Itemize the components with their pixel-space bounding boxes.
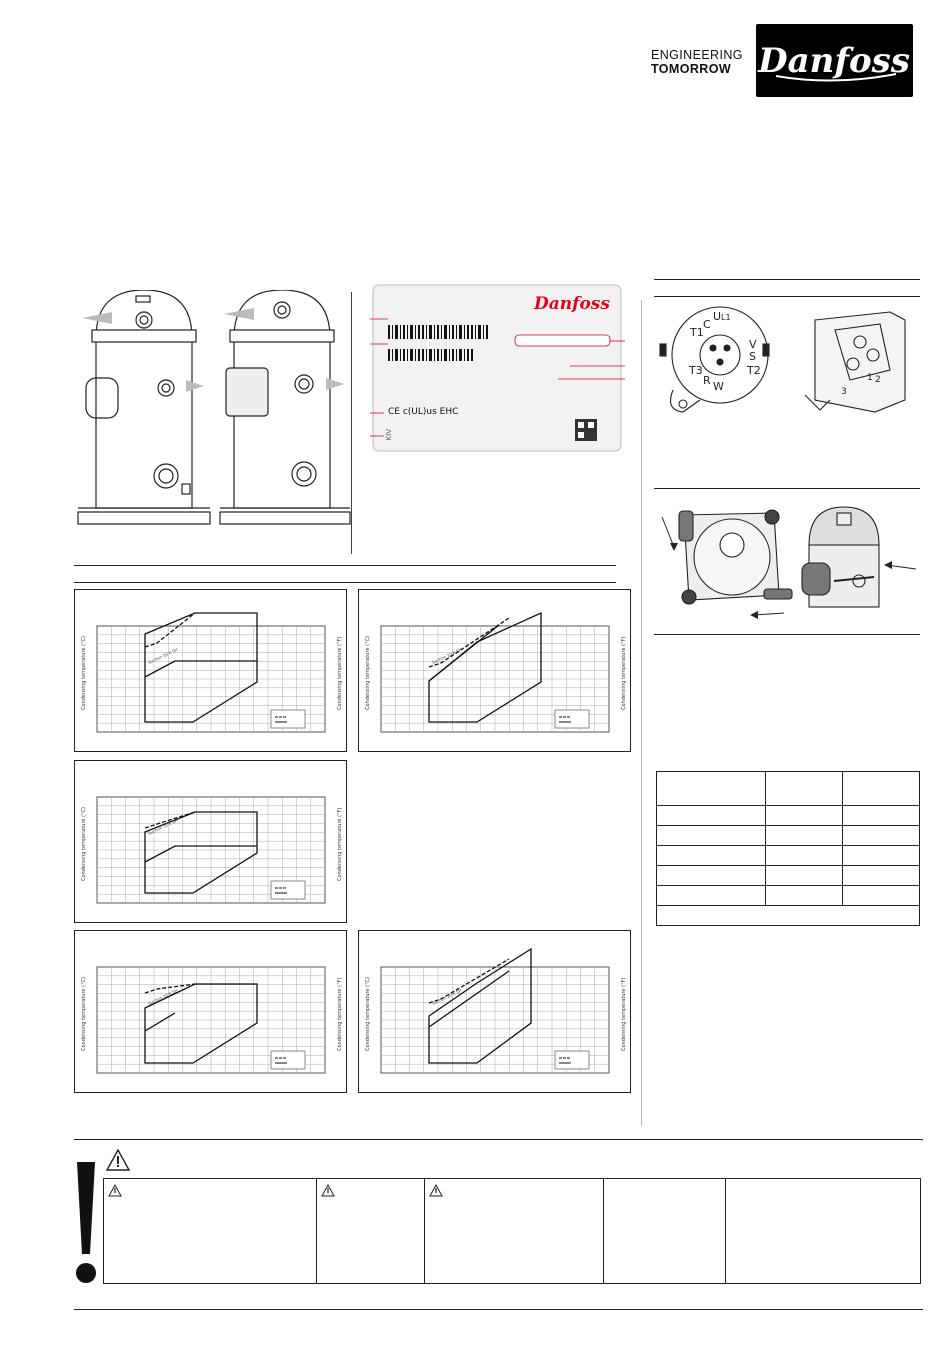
tagline-line-2: TOMORROW: [651, 62, 732, 76]
warning-cell-1: [104, 1179, 317, 1283]
rule-footer: [74, 1309, 923, 1310]
nameplate-side-code: ɅIꓘ: [384, 429, 392, 441]
legend-box: [271, 710, 305, 728]
ylabel-left: Condensing temperature (°C): [81, 977, 87, 1051]
ylabel-left: Condensing temperature (°C): [365, 977, 371, 1051]
chart-2-plot: [359, 590, 630, 751]
rule-warning-top: [74, 1139, 923, 1140]
rule-charts-2: [74, 582, 616, 583]
warning-triangle-icon: [106, 1149, 130, 1176]
envelope-chart-5: [358, 930, 631, 1093]
terminal-label-t2: T2: [747, 364, 761, 377]
cert-marks: CE c(UL)us EHC: [388, 407, 459, 417]
terminal-label-v: V: [749, 338, 757, 351]
ylabel-right: Condensing temperature (°F): [337, 977, 343, 1051]
danfoss-logo: [756, 24, 913, 97]
rule-right-3: [654, 488, 920, 489]
warning-cell-5: [726, 1179, 920, 1283]
tagline: [651, 48, 743, 76]
terminal-label-r: R: [703, 374, 711, 387]
data-table: [656, 771, 920, 926]
envelope-chart-1: [74, 589, 347, 752]
exclamation-mark-icon: [74, 1162, 98, 1284]
terminal-right-label-3: 3: [841, 387, 847, 397]
terminal-label-u: U: [713, 310, 722, 323]
table-row: [657, 886, 920, 906]
dashed-line-label: Suction 10 K SH: [431, 646, 463, 665]
dashed-line-label: Suction 10 K SH: [147, 987, 179, 1006]
table-row: [657, 806, 920, 826]
envelope-chart-2: [358, 589, 631, 752]
terminal-label-l1: L1: [721, 313, 731, 322]
legend-box: [555, 710, 589, 728]
rule-right-2: [654, 296, 920, 297]
warning-grid: [103, 1178, 921, 1284]
legend-box: [271, 1051, 305, 1069]
rule-right-1: [654, 279, 920, 280]
table-row: [657, 846, 920, 866]
terminal-label-w: W: [713, 380, 724, 393]
tagline-line-1: ENGINEERING: [651, 48, 743, 62]
nameplate-brand: Danfoss: [534, 294, 610, 314]
ylabel-left: Condensing temperature (°C): [81, 636, 87, 710]
table-row: [657, 826, 920, 846]
envelope-chart-4: [74, 930, 347, 1093]
terminal-right-label-2: 2: [875, 375, 881, 385]
table-row: [657, 866, 920, 886]
dashed-line-label: Suction 10 K SH: [147, 817, 179, 836]
divider-vertical-right: [641, 300, 642, 1126]
warning-cell-2: [317, 1179, 425, 1283]
terminal-label-s: S: [749, 350, 756, 363]
ylabel-right: Condensing temperature (°F): [621, 977, 627, 1051]
warning-cell-2-icon: [321, 1184, 335, 1197]
compressor-front-view: [78, 290, 210, 524]
ylabel-left: Condensing temperature (°C): [81, 807, 87, 881]
terminal-box-figures: [655, 300, 920, 430]
chart-4-plot: [75, 931, 346, 1092]
legend-box: [555, 1051, 589, 1069]
envelope-chart-3: [74, 760, 347, 923]
dashed-line-label: Suction 10 K SH: [147, 646, 179, 665]
table-header-row: [657, 772, 920, 806]
ylabel-right: Condensing temperature (°F): [621, 636, 627, 710]
nameplate-figure: [370, 283, 625, 455]
legend-box: [271, 881, 305, 899]
warning-cell-1-icon: [108, 1184, 122, 1197]
terminal-label-c: C: [703, 318, 711, 331]
terminal-right-label-1: 1: [867, 373, 873, 383]
rule-right-4: [654, 634, 920, 635]
ylabel-right: Condensing temperature (°F): [337, 807, 343, 881]
logo-text: Danfoss: [758, 41, 910, 81]
ylabel-left: Condensing temperature (°C): [365, 636, 371, 710]
warning-cell-3: [425, 1179, 604, 1283]
compressor-drawings: [74, 290, 354, 530]
compressor-side-view: [220, 290, 350, 524]
dashed-line-label: Suction 10 K SH: [431, 987, 463, 1006]
rule-charts-1: [74, 565, 616, 566]
oil-sightglass-figures: [654, 505, 920, 625]
chart-5-plot: [359, 931, 630, 1092]
table-footnote-row: [657, 906, 920, 926]
chart-3-plot: [75, 761, 346, 922]
warning-cell-4: [604, 1179, 726, 1283]
chart-1-plot: [75, 590, 346, 751]
ylabel-right: Condensing temperature (°F): [337, 636, 343, 710]
terminal-label-t3: T3: [689, 364, 703, 377]
divider-vertical-top: [351, 292, 352, 554]
terminal-label-t1: T1: [690, 326, 704, 339]
warning-cell-3-icon: [429, 1184, 443, 1197]
